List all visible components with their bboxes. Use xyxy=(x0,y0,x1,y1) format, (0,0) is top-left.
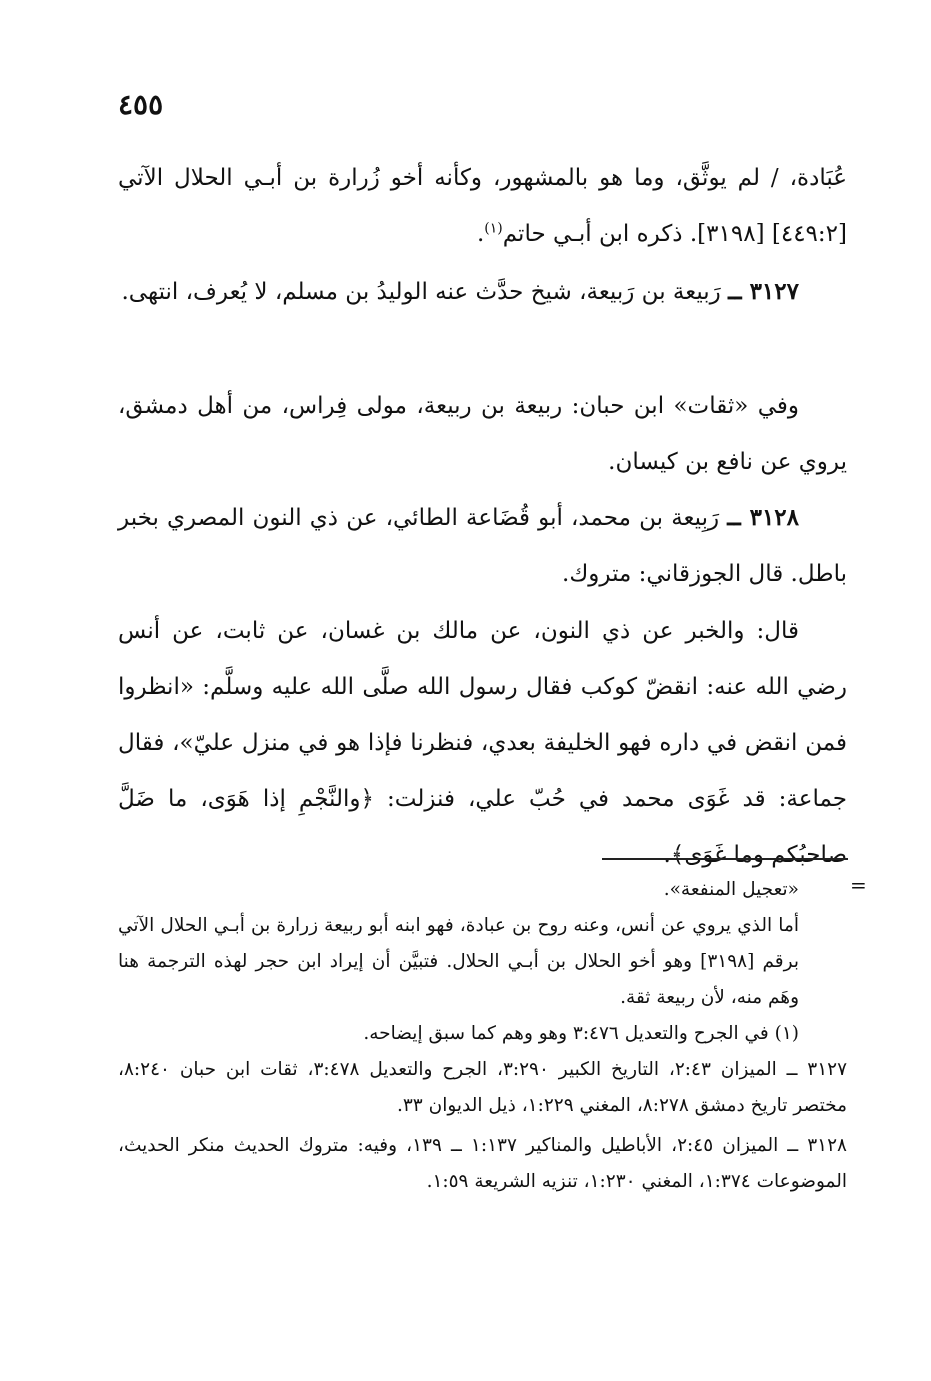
entry-paragraph xyxy=(118,264,847,320)
paragraph: قال: والخبر عن ذي النون، عن مالك بن غسان، عن ثابت، عن أنس رضي الله عنه: انقضّ كوكب فقال رسول الله صلَّى الله عليه وسلَّم: «انظروا فمن انقض في داره فهو الخليفة بعدي، فنظرنا فإذا هو في منزل عليّ»، فقال جماعة: قد غَوَى محمد في حُبّ علي، فنزلت: ﴿والنَّجْمِ إذا هَوَى، ما ضَلَّ صاحبُكم وما غَوَى﴾. xyxy=(118,618,847,868)
entry-3128 xyxy=(118,490,847,602)
footnotes xyxy=(118,872,847,1200)
footnote-3127: ٣١٢٧ ــ الميزان ٢:٤٣، التاريخ الكبير ٣:٢٩٠، الجرح والتعديل ٣:٤٧٨، ثقات ابن حبان ٨:٢٤٠، مختصر تاريخ دمشق ٨:٢٧٨، المغني ١:٢٢٩، ذيل الديوان ٣٣. xyxy=(118,1059,848,1116)
entry-number: ٣١٢٧ ــ xyxy=(728,278,799,305)
footnote-reference: (١) xyxy=(484,220,503,237)
paragraph: وفي «ثقات» ابن حبان: ربيعة بن ربيعة، مولى فِراس، من أهل دمشق، يروي عن نافع بن كيسان. xyxy=(118,393,847,475)
paragraph-text: عُبَادة، / لم يوثَّق، وما هو بالمشهور، وكأنه أخو زُرارة بن أبـي الحلال الآتي [٤٤٩:٢] [٣١٩٨]. ذكره ابن أبـي حاتم xyxy=(118,165,847,247)
entry-number: ٣١٢٨ ــ xyxy=(727,504,800,531)
ibn-hibban-note xyxy=(118,378,847,490)
paragraph-end: . xyxy=(476,221,485,247)
paragraph-continuation xyxy=(118,150,847,262)
narration xyxy=(118,603,847,883)
continuation-marker: = xyxy=(850,873,867,897)
footnote-3128: ٣١٢٨ ــ الميزان ٢:٤٥، الأباطيل والمناكير ١:١٣٧ ــ ١٣٩، وفيه: متروك الحديث منكر الحديث، الموضوعات ١:٣٧٤، المغني ١:٢٣٠، تنزيه الشريعة ١:٥٩. xyxy=(118,1135,847,1192)
footnote-1: (١) في الجرح والتعديل ٣:٤٧٦ وهو وهم كما سبق إيضاحه. xyxy=(363,1023,799,1044)
footnote-text: أما الذي يروي عن أنس، وعنه روح بن عبادة، فهو ابنه أبو ربيعة زرارة بن أبـي الحلال الآتي برقم [٣١٩٨] وهو أخو الحلال بن أبـي الحلال. فتبيَّن أن إيراد ابن حجر لهذه الترجمة هنا وهَم منه، لأن ربيعة ثقة. xyxy=(118,915,799,1008)
footnote-divider xyxy=(602,858,848,860)
footnote-text: «تعجيل المنفعة». xyxy=(663,879,799,900)
entry-3127 xyxy=(118,264,847,320)
page-number: ٤٥٥ xyxy=(118,88,164,121)
entry-text: رَبيعة بن رَبيعة، شيخ حدَّث عنه الوليدُ بن مسلم، لا يُعرف، انتهى. xyxy=(121,279,721,305)
entry-paragraph xyxy=(118,490,847,602)
entry-text: رَبِيعة بن محمد، أبو قُضَاعة الطائي، عن ذي النون المصري بخبر باطل. قال الجوزقاني: متروك. xyxy=(118,505,847,587)
main-text xyxy=(118,150,847,262)
